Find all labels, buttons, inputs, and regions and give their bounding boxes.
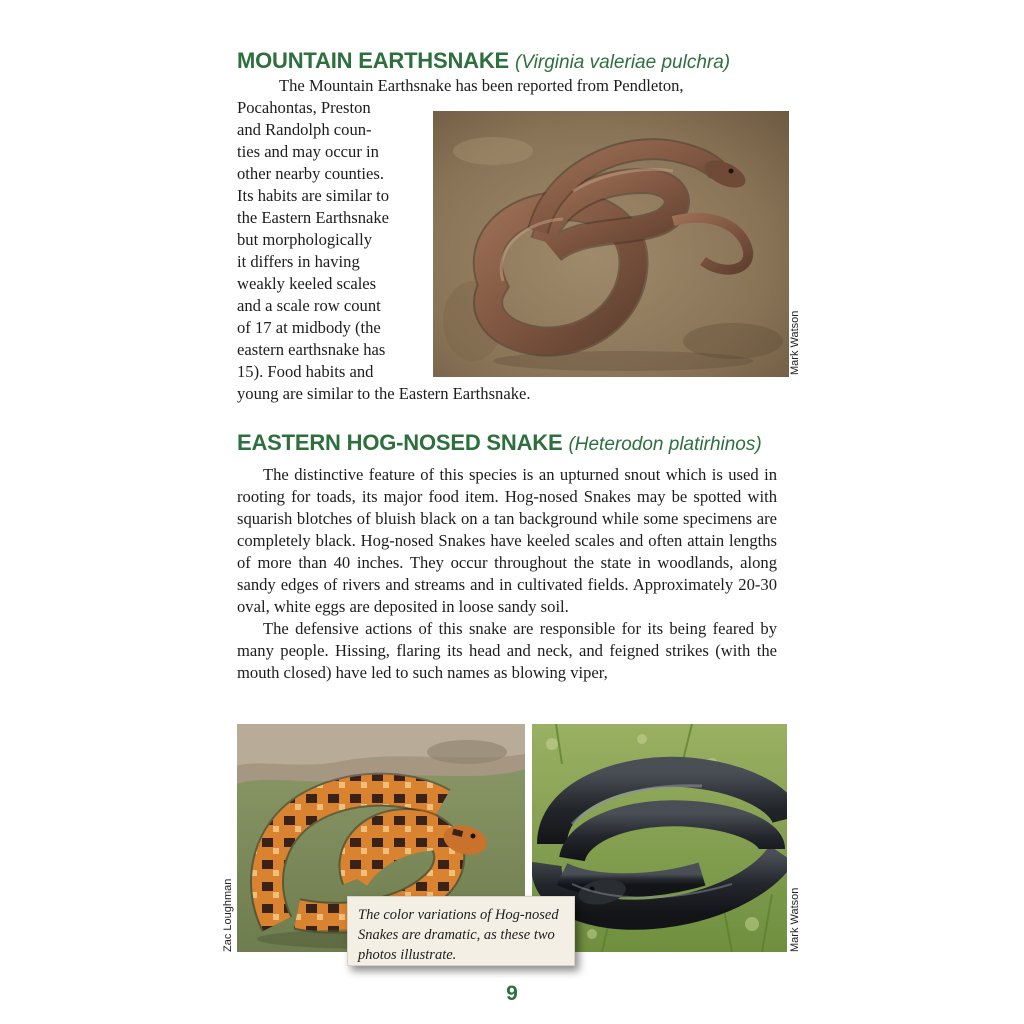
page-number: 9 bbox=[506, 982, 518, 1005]
hognose-common-name: EASTERN HOG-NOSED SNAKE bbox=[237, 430, 563, 455]
mountain-earthsnake-heading bbox=[237, 48, 730, 75]
hognose-scientific-name: (Heterodon platirhinos) bbox=[568, 434, 762, 455]
photo-credit-right: Mark Watson bbox=[789, 887, 801, 952]
mountain-earthsnake-common-name: MOUNTAIN EARTHSNAKE bbox=[237, 48, 510, 73]
hognose-paragraph-1: The distinctive feature of this species is an upturned snout which is used in rooting for toads, its major food item. Hog-nosed Snakes may be spotted with squarish blotches of bluish black on a tan background while some specimens are completely black. Hog-nosed Snakes have keeled scales and often attain lengths of more than 40 inches. They occur throughout the state in woodlands, along sandy edges of rivers and streams and in cultivated fields. Approximately 20-30 oval, white eggs are deposited in loose sandy soil. bbox=[237, 465, 777, 616]
text-line: weakly keeled scales bbox=[237, 274, 377, 293]
mountain-earthsnake-photo bbox=[433, 111, 789, 377]
caption-line: The color variations of Hog-nosed bbox=[358, 907, 559, 923]
mountain-earthsnake-scientific-name: (Virginia valeriae pulchra) bbox=[515, 52, 731, 73]
text-line: but morphologically bbox=[237, 230, 373, 249]
text-line: The Mountain Earthsnake has been reported from Pendleton, bbox=[279, 76, 684, 95]
text-line: other nearby counties. bbox=[237, 164, 384, 183]
photo-credit-mountain: Mark Watson bbox=[789, 310, 801, 375]
hognose-heading bbox=[237, 430, 762, 457]
text-line: young are similar to the Eastern Earthsnake. bbox=[237, 384, 531, 403]
photo-caption bbox=[347, 896, 575, 966]
text-line: 15). Food habits and bbox=[237, 362, 374, 381]
text-line: Pocahontas, Preston bbox=[237, 98, 371, 117]
text-line: eastern earthsnake has bbox=[237, 340, 386, 359]
text-line: Its habits are similar to bbox=[237, 186, 390, 205]
text-line: of 17 at midbody (the bbox=[237, 318, 381, 337]
photo-credit-left: Zac Loughman bbox=[222, 878, 234, 952]
mountain-earthsnake-illustration bbox=[433, 111, 789, 377]
text-line: and a scale row count bbox=[237, 296, 381, 315]
hognose-paragraph-2: The defensive actions of this snake are responsible for its being feared by many people. Hissing, flaring its head and neck, and feigned strikes (with the mouth closed) have led to such names as blowing viper, bbox=[237, 619, 777, 682]
caption-line: photos illustrate. bbox=[358, 947, 457, 963]
hognose-text bbox=[237, 464, 777, 684]
text-line: ties and may occur in bbox=[237, 142, 379, 161]
text-line: it differs in having bbox=[237, 252, 360, 271]
caption-line: Snakes are dramatic, as these two bbox=[358, 927, 555, 943]
text-line: and Randolph coun- bbox=[237, 120, 372, 139]
text-line: the Eastern Earthsnake bbox=[237, 208, 390, 227]
